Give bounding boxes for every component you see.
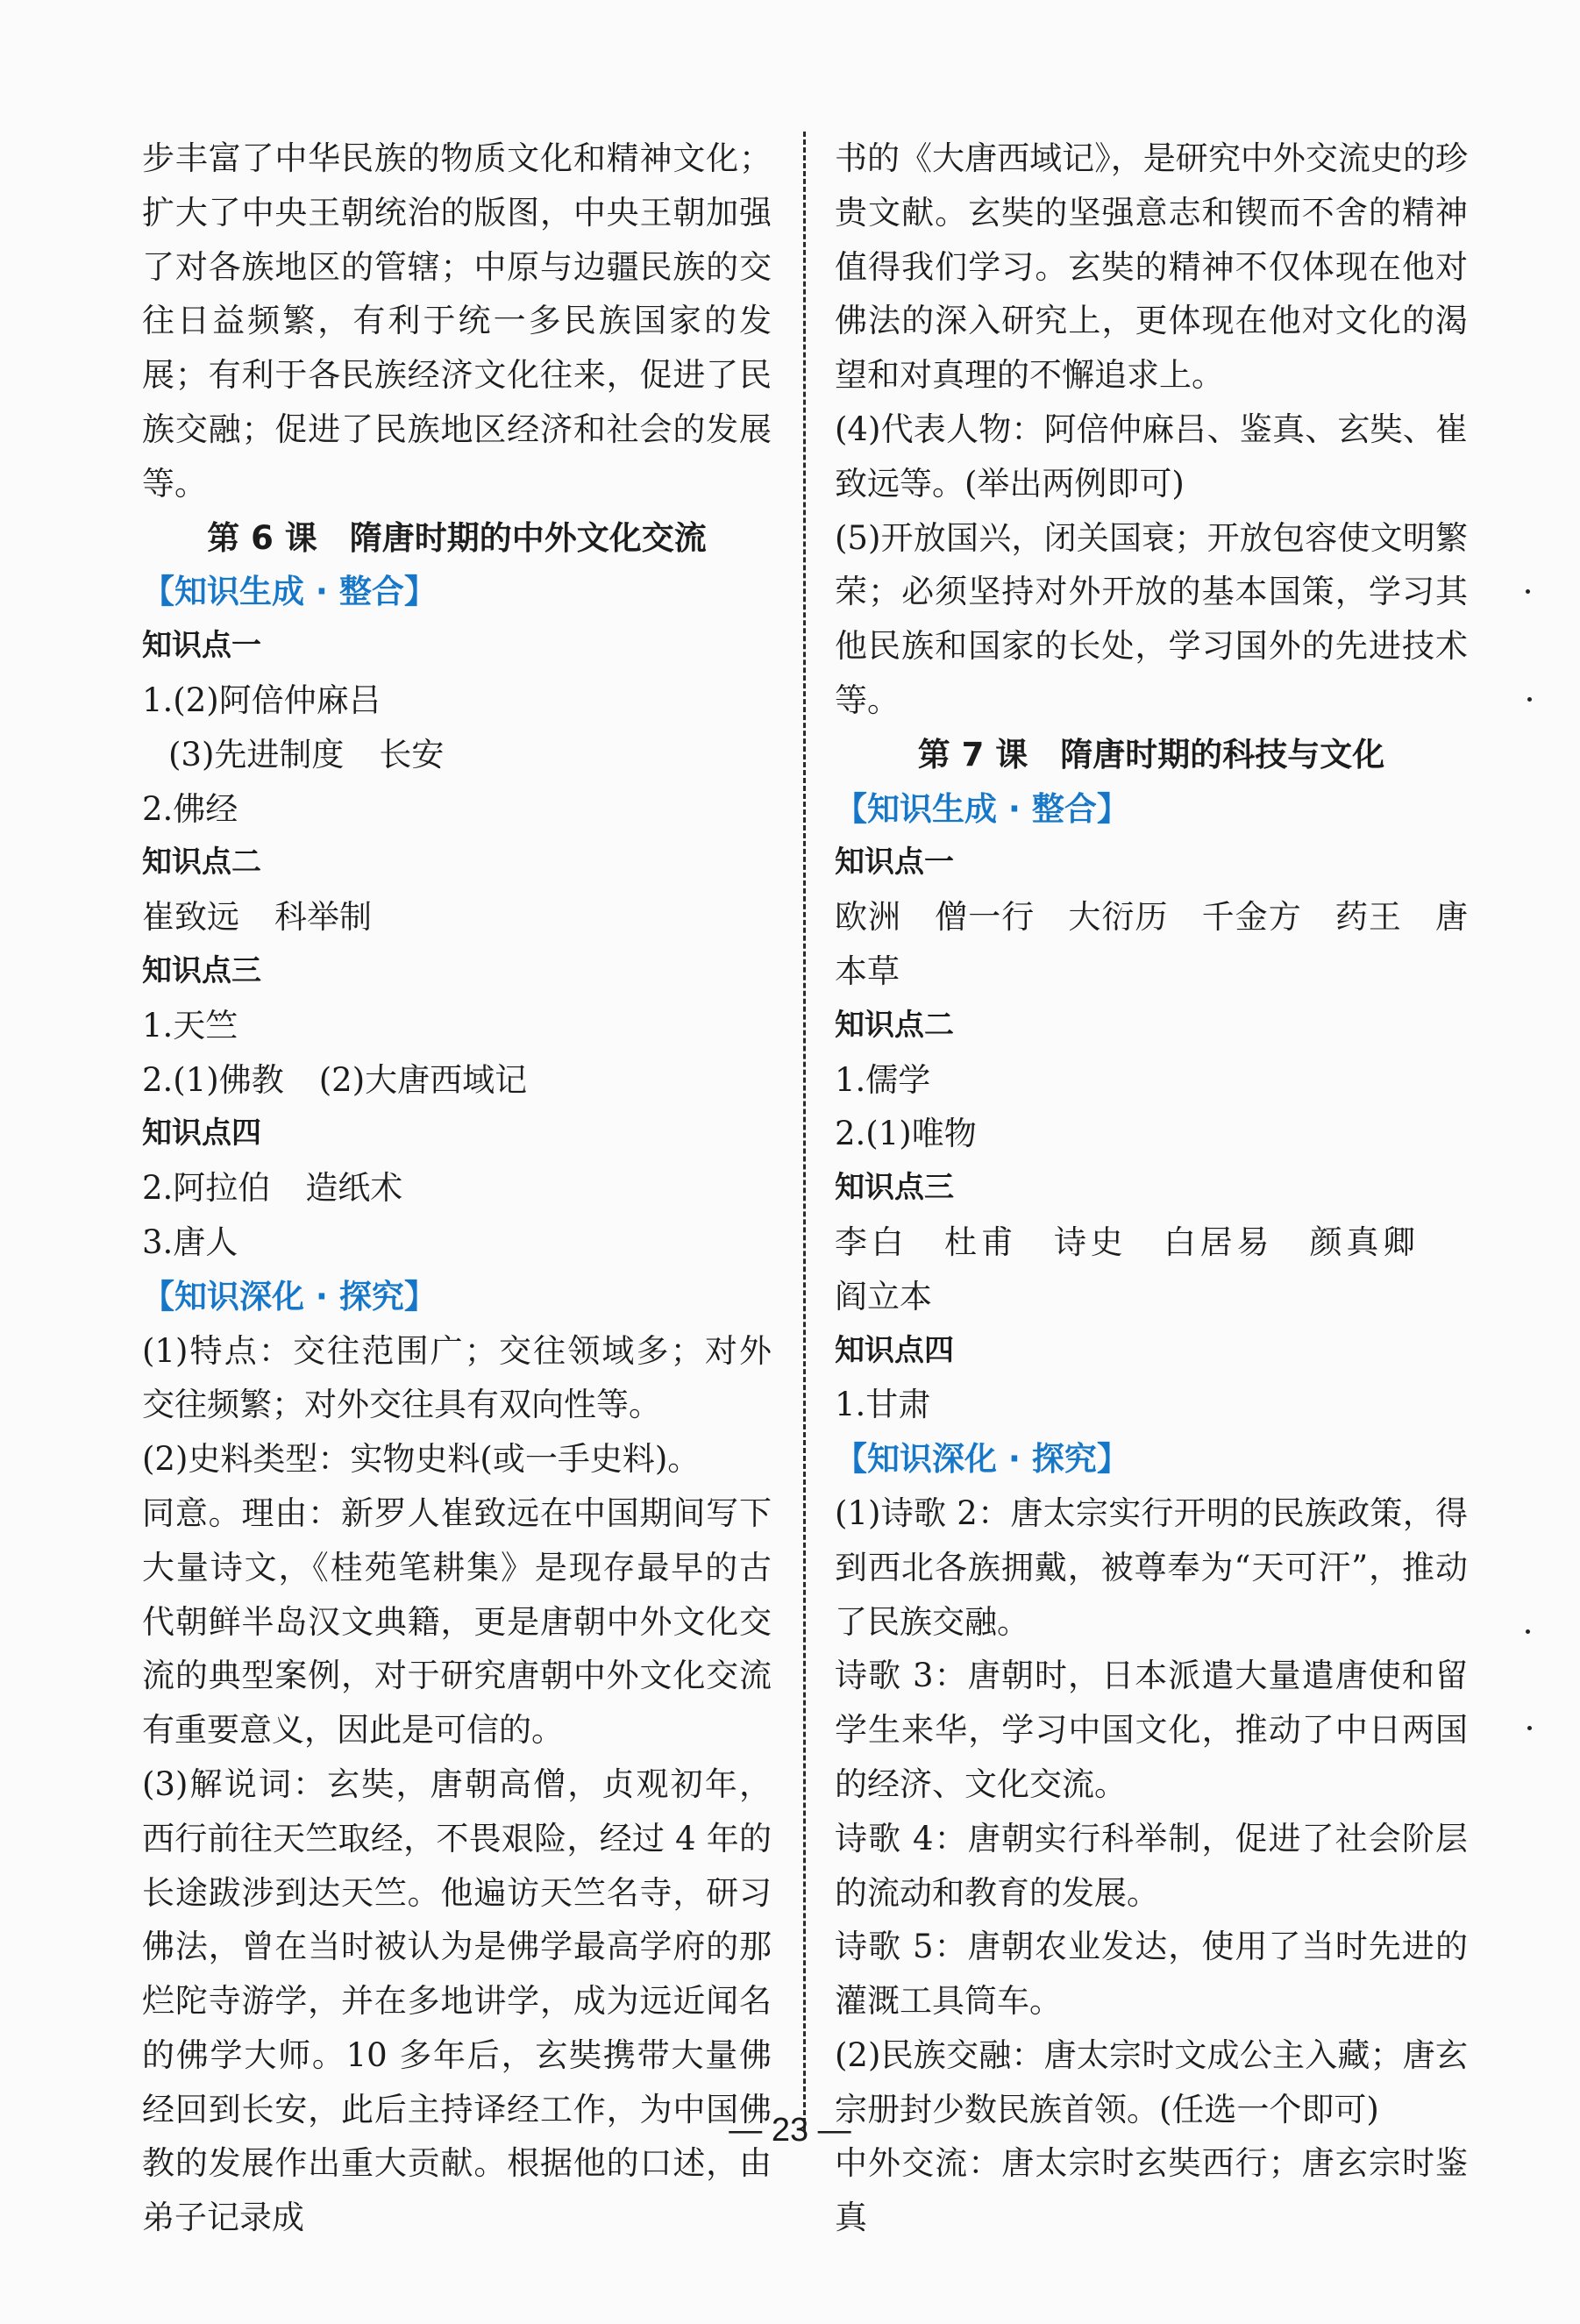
answer-paragraph: 诗歌 5：唐朝农业发达，使用了当时先进的灌溉工具筒车。 [835,1928,1468,2021]
knowledge-point-3-heading: 知识点三 [142,952,261,988]
knowledge-point-2-heading: 知识点二 [835,1007,954,1043]
answer-paragraph: 同意。理由：新罗人崔致远在中国期间写下大量诗文，《桂苑笔耕集》是现存最早的古代朝鲜半岛汉文典籍，更是唐朝中外文化交流的典型案例，对于研究唐朝中外文化交流有重要意义，因此是可信的。 [142,1493,772,1750]
answer-paragraph: (2)民族交融：唐太宗时文成公主入藏；唐玄宗册封少数民族首领。(任选一个即可) [835,2035,1468,2128]
answer-paragraph: (1)特点：交往范围广；交往领域多；对外交往频繁；对外交往具有双向性等。 [142,1331,772,1424]
scan-speck [1526,1629,1530,1634]
knowledge-point-4-heading: 知识点四 [835,1332,954,1368]
answer-item: 2.(1)佛教 [142,1060,284,1099]
answer-paragraph: 诗歌 4：唐朝实行科举制，促进了社会阶层的流动和教育的发展。 [835,1819,1468,1912]
knowledge-point-4-heading: 知识点四 [142,1116,261,1151]
answer-paragraph: 诗歌 3：唐朝时，日本派遣大量遣唐使和留学生来华，学习中国文化，推动了中日两国的经济、文化交流。 [835,1657,1468,1803]
answer-line: 1.儒学 [835,1060,931,1099]
section-knowledge-deepening: 【知识深化 · 探究】 [835,1440,1129,1479]
lesson-6-title: 第 6 课 隋唐时期的中外文化交流 [207,518,707,557]
answer-line: 欧洲 僧一行 大衍历 千金方 药王 唐本草 [835,898,1468,990]
answer-line: 2.佛经 [142,789,238,828]
left-column [142,132,772,2245]
answer-item: (3)先进制度 [168,735,345,773]
answer-item: 造纸术 [305,1169,403,1208]
answer-paragraph: 中外交流：唐太宗时玄奘西行；唐玄宗时鉴真 [835,2144,1468,2237]
answer-item: 2.阿拉伯 [142,1169,271,1208]
column-divider [803,132,806,2131]
answer-item: (2)大唐西域记 [318,1060,528,1099]
section-knowledge-generation: 【知识生成 · 整合】 [142,573,437,611]
lesson-7-title: 第 7 课 隋唐时期的科技与文化 [917,735,1385,773]
knowledge-point-2-heading: 知识点二 [142,845,261,880]
answer-item: 长安 [379,735,445,773]
answer-line: 3.唐人 [142,1223,238,1261]
answer-line: 2.(1)唯物 [835,1115,977,1153]
scan-speck [1527,697,1532,702]
answer-line [142,1161,772,1215]
scan-speck [1526,589,1530,594]
section-knowledge-generation: 【知识生成 · 整合】 [835,789,1129,828]
page-number: — 23 — [729,2112,851,2149]
answer-paragraph: (4)代表人物：阿倍仲麻吕、鉴真、玄奘、崔致远等。(举出两例即可) [835,410,1468,503]
knowledge-point-3-heading: 知识点三 [835,1170,954,1206]
answer-paragraph: (1)诗歌 2：唐太宗实行开明的民族政策，得到西北各族拥戴，被尊奉为“天可汗”，推动了民族交融。 [835,1493,1468,1641]
answer-line: 1.天竺 [142,1006,238,1044]
answer-line [142,728,772,782]
answer-line [142,1053,772,1108]
knowledge-point-1-heading: 知识点一 [835,845,954,880]
answer-paragraph: 书的《大唐西域记》，是研究中外交流史的珍贵文献。玄奘的坚强意志和锲而不舍的精神值得我们学习。玄奘的精神不仅体现在他对佛法的深入研究上，更体现在他对文化的渴望和对真理的不懈追求上。 [835,139,1468,395]
answer-item: 崔致远 [142,898,239,937]
answer-item: 科举制 [274,898,372,937]
answer-line: 李白 杜甫 诗史 白居易 颜真卿 阎立本 [835,1223,1448,1315]
answer-paragraph: (2)史料类型：实物史料(或一手史料)。 [142,1440,701,1479]
answer-line: 1.甘肃 [835,1386,931,1424]
answer-line: 1.(2)阿倍仲麻吕 [142,681,381,719]
intro-paragraph: 步丰富了中华民族的物质文化和精神文化；扩大了中央王朝统治的版图，中央王朝加强了对各族地区的管辖；中原与边疆民族的交往日益频繁，有利于统一多民族国家的发展；有利于各民族经济文化往来，促进了民族交融；促进了民族地区经济和社会的发展等。 [142,139,772,503]
answer-paragraph: (5)开放国兴，闭关国衰；开放包容使文明繁荣；必须坚持对外开放的基本国策，学习其他民族和国家的长处，学习国外的先进技术等。 [835,518,1468,719]
scan-speck [1527,1726,1532,1730]
answer-line [142,890,772,945]
right-column [835,132,1468,2245]
answer-paragraph: (3)解说词：玄奘，唐朝高僧，贞观初年，西行前往天竺取经，不畏艰险，经过 4 年的长途跋涉到达天竺。他遍访天竺名寺，研习佛法，曾在当时被认为是佛学最高学府的那烂陀寺游学，并在多地讲学，成为远近闻名的佛学大师。10 多年后，玄奘携带大量佛经回到长安，此后主持译经工作，为中国佛教的发展作出重大贡献。根据他的口述，由弟子记录成 [142,1764,772,2237]
section-knowledge-deepening: 【知识深化 · 探究】 [142,1277,437,1315]
knowledge-point-1-heading: 知识点一 [142,628,261,664]
